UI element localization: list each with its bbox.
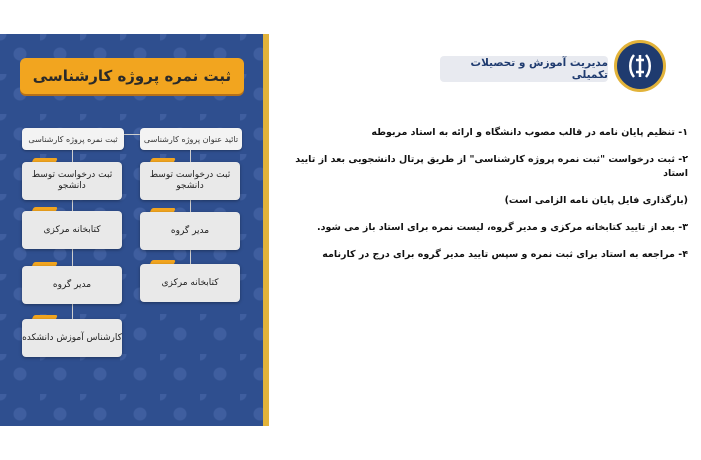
instruction-item: ۱- تنظیم پایان نامه در قالب مصوب دانشگاه و ارائه به استاد مربوطه xyxy=(371,127,688,138)
instructions-list xyxy=(280,126,688,275)
workflow-title: ثبت نمره پروژه کارشناسی xyxy=(32,67,232,85)
column-header-title-approval: تائید عنوان پروژه کارشناسی xyxy=(140,128,242,150)
department-header: مدیریت آموزش و تحصیلات تکمیلی xyxy=(440,56,608,82)
step-card: مدیر گروه xyxy=(140,212,240,250)
divider-bar xyxy=(263,34,269,426)
step-card: مدیر گروه xyxy=(22,266,122,304)
column-header-grade-registration: ثبت نمره پروژه کارشناسی xyxy=(22,128,124,150)
instruction-item: ۳- بعد از تایید کتابخانه مرکزی و مدیر گروه، لیست نمره برای استاد باز می شود. xyxy=(317,222,688,233)
university-logo-icon xyxy=(614,40,666,92)
instruction-item: ۴- مراجعه به استاد برای ثبت نمره و سپس تایید مدیر گروه برای درج در کارنامه xyxy=(322,249,688,260)
workflow-title-banner xyxy=(20,58,244,94)
step-card: ثبت درخواست توسط دانشجو xyxy=(140,162,240,200)
instruction-item: ۲- ثبت درخواست "ثبت نمره پروژه کارشناسی" از طریق پرتال دانشجویی بعد از تایید استاد xyxy=(295,154,688,179)
step-card: ثبت درخواست توسط دانشجو xyxy=(22,162,122,200)
workflow-panel xyxy=(0,34,263,426)
step-card: کارشناس آموزش دانشکده xyxy=(22,319,122,357)
step-card: کتابخانه مرکزی xyxy=(140,264,240,302)
slide xyxy=(0,34,701,426)
step-card: کتابخانه مرکزی xyxy=(22,211,122,249)
instruction-item: (بارگذاری فایل پایان نامه الزامی است) xyxy=(504,195,688,206)
